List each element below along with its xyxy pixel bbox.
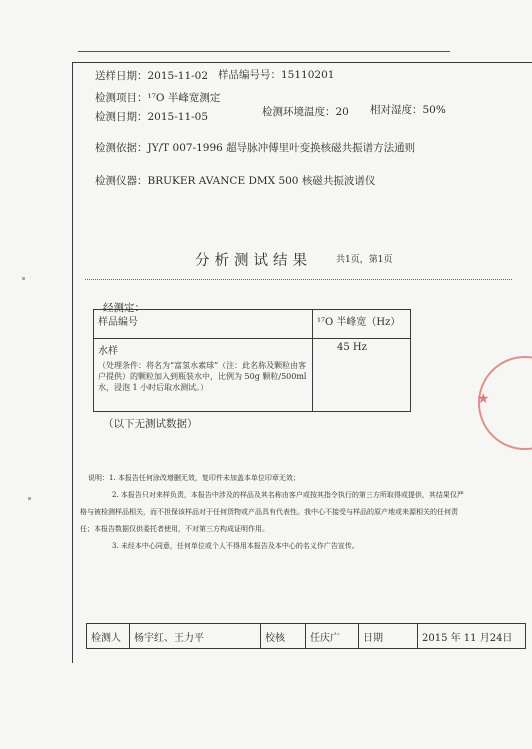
end-of-data: （以下无测试数据） [103, 418, 198, 430]
sample-value: 45 Hz [313, 339, 411, 412]
note-line: 说明：1. 本报告任何涂改增删无效，复印件未加盖本单位印章无效； [88, 474, 300, 482]
test-basis: 检测依据：JY/T 007-1996 超导脉冲傅里叶变换核磁共振谱方法通则 [95, 142, 416, 154]
env-temperature: 检测环境温度：20 [262, 106, 349, 118]
test-item: 检测项目：¹⁷O 半峰宽测定 [95, 92, 221, 104]
humidity: 相对湿度：50% [370, 104, 446, 116]
sample-number: 样品编号号：15110201 [218, 69, 335, 81]
table-row [94, 339, 411, 412]
tester-names: 杨宇红、王力平 [130, 624, 261, 649]
table-header-row [94, 310, 411, 339]
col-sample-header: 样品编号 [94, 310, 313, 339]
top-rule [78, 51, 450, 52]
page-count: 共1页，第1页 [336, 255, 393, 265]
test-date: 检测日期：2015-11-05 [95, 111, 209, 123]
note-line: 3. 未经本中心同意，任何单位或个人不得用本报告及本中心的名义作广告宣传。 [112, 542, 359, 550]
scan-speck [28, 497, 31, 500]
signature-row [87, 624, 526, 649]
notes-block [80, 470, 508, 555]
signature-table [86, 623, 526, 649]
sample-note: （处理条件：将名为“富氢水素球”（注：此名称及颗粒由客户提供）的颗粒加入到瓶装水中，比例为 50g 颗粒/500ml 水，浸泡 1 小时后取水测试。） [98, 361, 307, 392]
date-label: 日期 [359, 624, 418, 649]
col-value-header: ¹⁷O 半峰宽（Hz） [313, 310, 411, 339]
tester-label: 检测人 [87, 624, 130, 649]
dotted-divider [85, 279, 512, 280]
report-date: 2015 年 11 月24日 [418, 624, 526, 649]
note-line: 格与被检测样品相关，而不担保该样品对于任何货物或产品具有代表性。我中心不接受与样品的原产地或来源相关的任何责 [80, 508, 458, 516]
sample-cell [94, 339, 313, 412]
send-date: 送样日期：2015-11-02 [95, 70, 209, 82]
result-table [93, 309, 411, 412]
reviewer-label: 校核 [261, 624, 306, 649]
test-instrument: 检测仪器：BRUKER AVANCE DMX 500 核磁共振波谱仪 [95, 175, 376, 187]
scan-speck [22, 277, 25, 280]
reviewer-name: 任庆广 [306, 624, 359, 649]
note-line: 任；本报告数据仅供委托者使用，不对第三方构成证明作用。 [80, 525, 269, 533]
note-line: 2. 本报告只对来样负责，本报告中涉及的样品及其名称由客户或按其指令执行的第三方所取得或提供，其结果仅严 [112, 491, 464, 499]
seal-star-icon: ★ [477, 391, 490, 407]
measured-label: 经测定： [103, 302, 145, 314]
sample-name: 水样 [98, 346, 118, 357]
result-title: 分析测试结果 [195, 253, 312, 269]
